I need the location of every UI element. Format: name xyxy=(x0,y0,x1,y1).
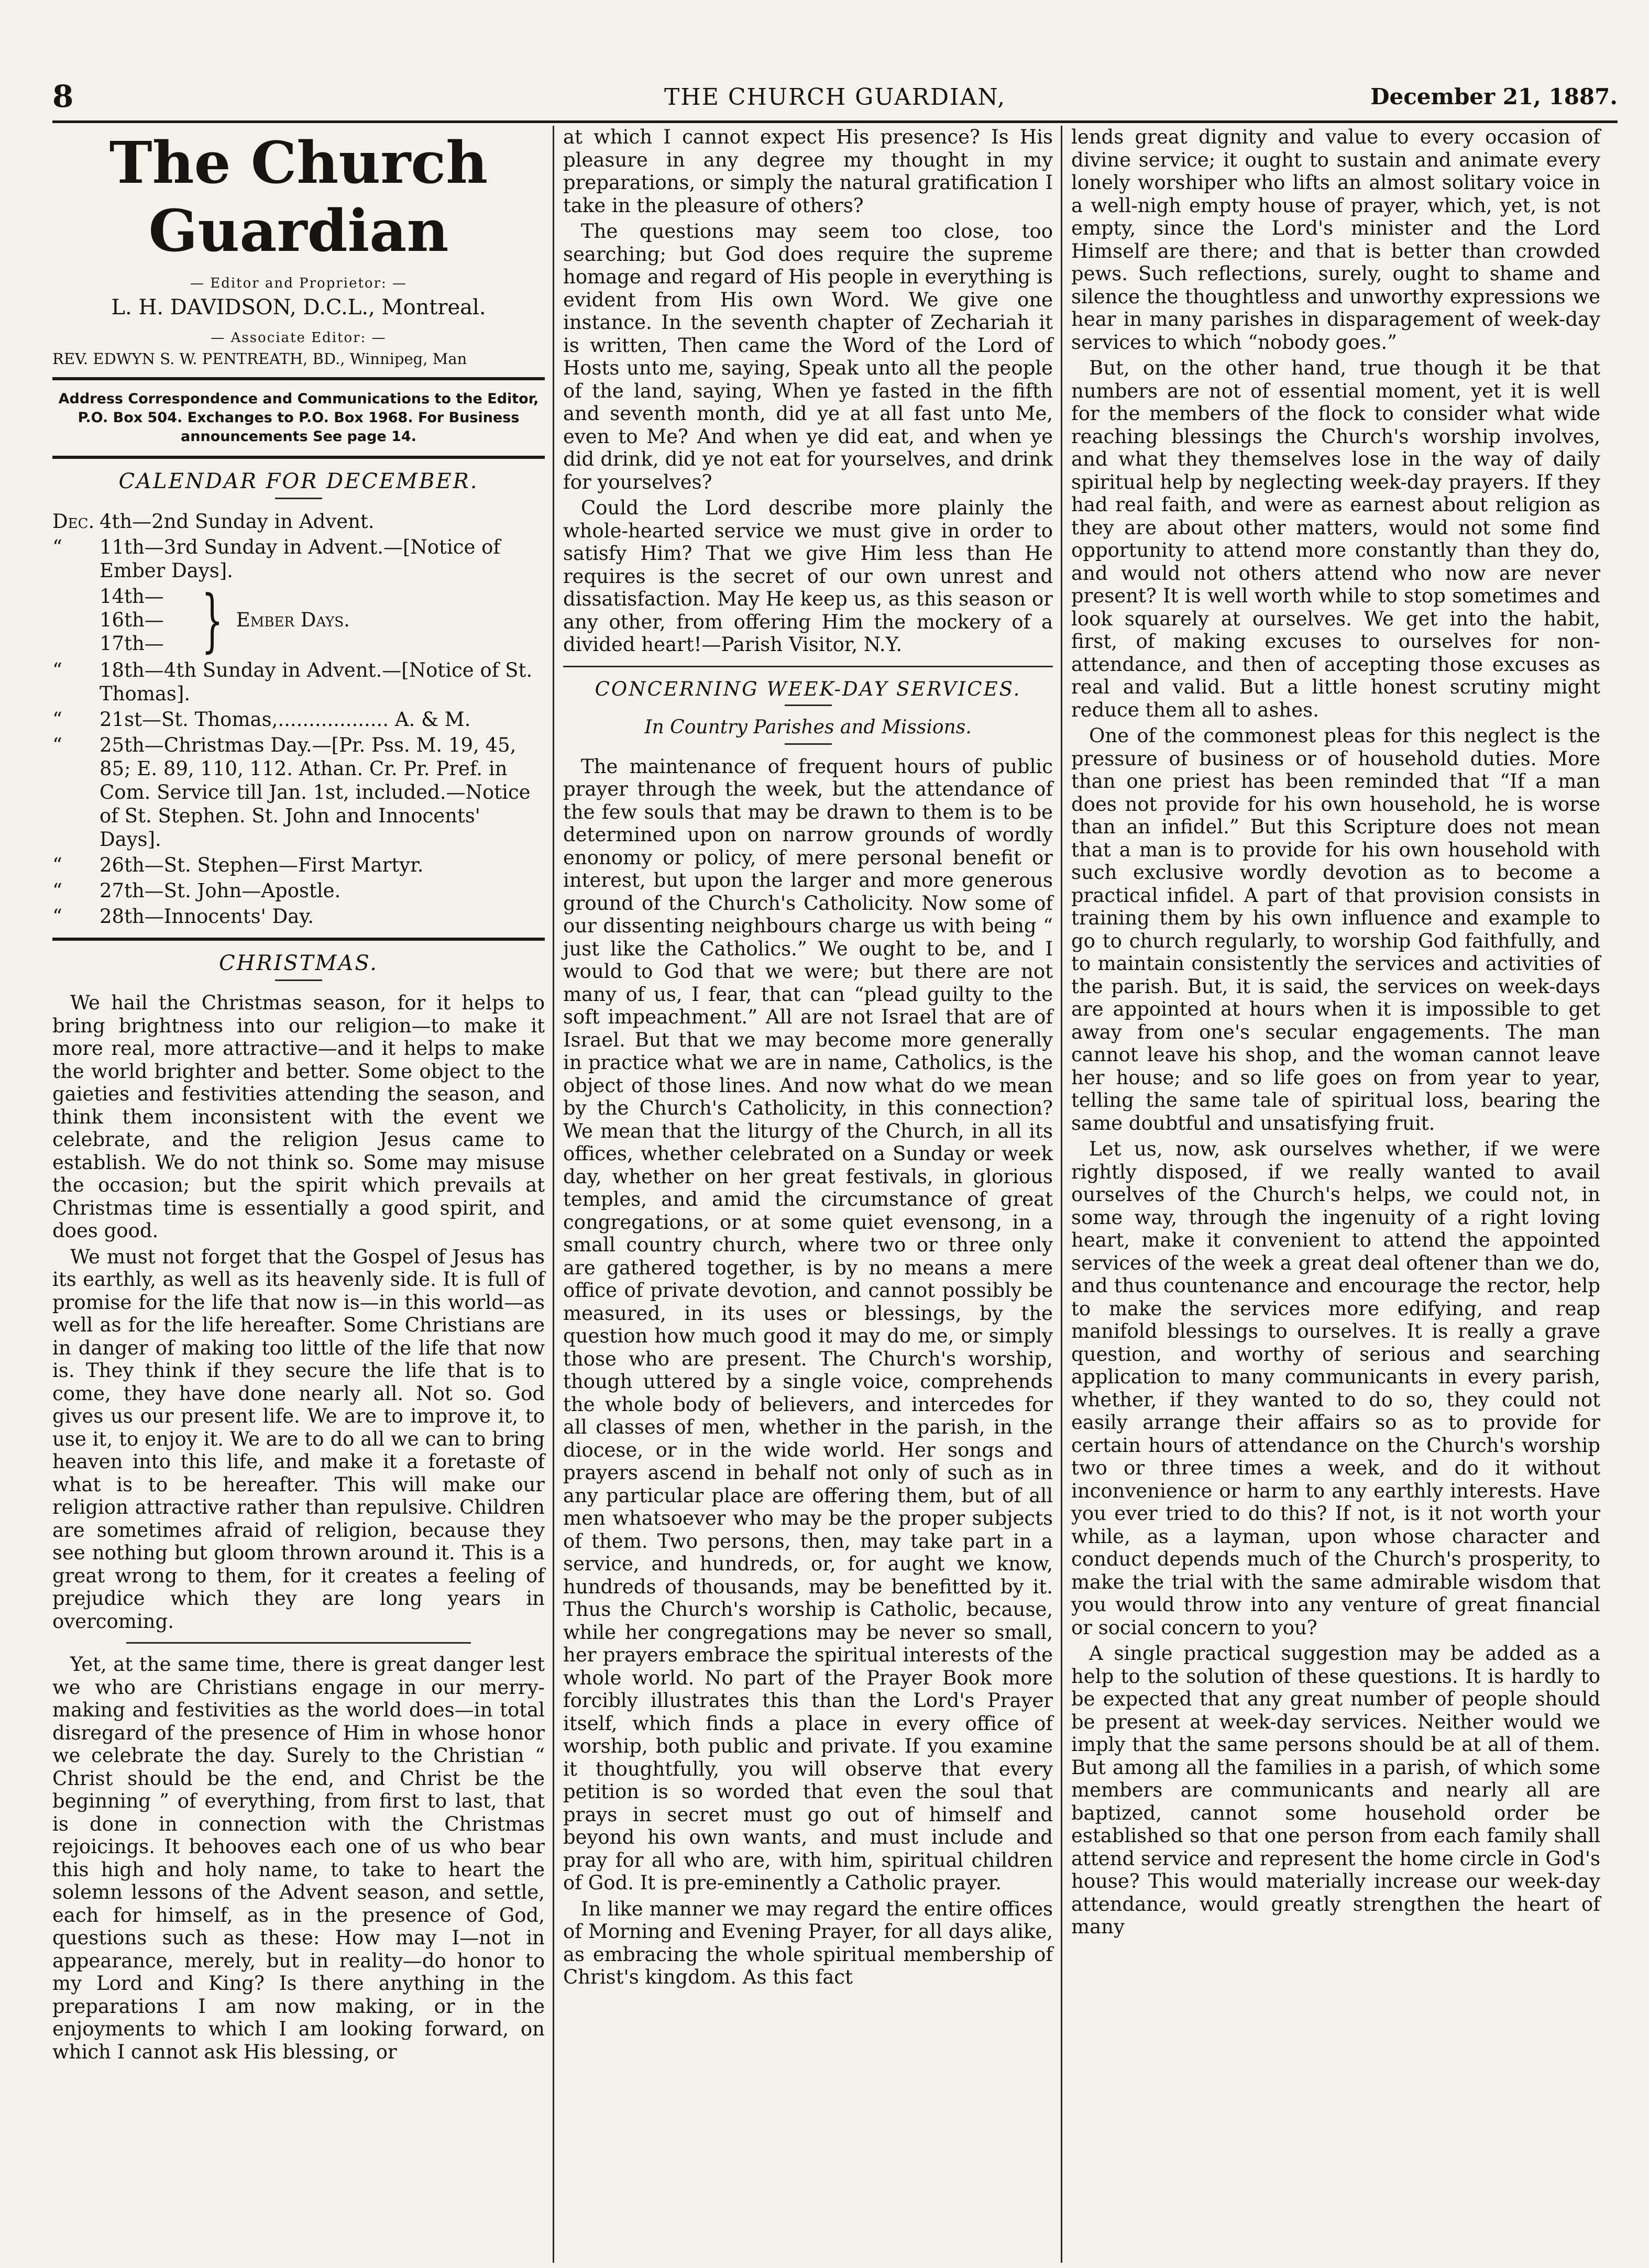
calendar-item: “ 28th—Innocents' Day. xyxy=(52,905,314,928)
brace-icon: } xyxy=(201,580,224,660)
article-paragraph: Could the Lord describe more plainly the whole-hearted service we must give in order to satisfy Him? That we give Him less than He requires is the secret of our own unrest and dissatisfaction. May He keep us, as this season or any other, from offering Him the mockery of a divided heart!—Parish Visitor, N.Y. xyxy=(563,497,1053,656)
article-paragraph: at which I cannot expect His presence? Is His pleasure in any degree my thought in my preparations, or simply the natural gratification I take in the pleasure of others? xyxy=(563,126,1053,217)
christmas-title: CHRISTMAS. xyxy=(218,951,379,975)
divider xyxy=(563,666,1053,667)
divider xyxy=(52,938,545,941)
article-subtitle: In Country Parishes and Missions. xyxy=(644,716,972,738)
ember-day: 17th— xyxy=(100,632,164,655)
article-paragraph: lends great dignity and value to every occasion of divine service; it ought to sustain and animate every lonely worshiper who lifts an almost solitary voice in a well-nigh empty house of prayer, which, yet, is not empty, since the Lord's minister and the Lord Himself are there; and that is better than crowded pews. Such reflections, surely, ought to shame and silence the thoughtless and unworthy expressions we hear in many parishes in disparagement of week-day services to which “nobody goes.” xyxy=(1071,126,1600,354)
article-paragraph: But, on the other hand, true though it be that numbers are not of essential moment, yet it is well for the members of the flock to consider what wide reaching blessings the Church's worship involves, and what they themselves lose in the way of daily spiritual help by neglecting week-day prayers. If they had real faith, and were as earnest about religion as they are about other matters, would not some find opportunity to attend more constantly than they do, and would not others attend who now are never present? It is well worth while to stop sometimes and look squarely at ourselves. We get into the habit, first, of making excuses to ourselves for non-attendance, and then of accepting those excuses as real and valid. But a little honest scrutiny might reduce them all to ashes. xyxy=(1071,357,1600,721)
column-1 xyxy=(52,126,545,2066)
editor-name: L. H. DAVIDSON, D.C.L., Montreal. xyxy=(111,295,486,320)
divider xyxy=(126,1642,471,1644)
article-paragraph: One of the commonest pleas for this neglect is the pressure of business or of household duties. More than one priest has been reminded that “If a man does not provide for his own household, he is worse than an infidel.” But this Scripture does not mean that a man is to provide for his own household with such exclusive wordly devotion as to become a practical infidel. A part of that provision consists in training them by his own influence and example to go to church regularly, to worship God faithfully, and to maintain consistently the services and activities of the parish. But, it is said, the services on week-days are appointed at hours when it is impossible to get away from one's secular engagements. The man cannot leave his shop, and the woman cannot leave her house; and so life goes on from year to year, telling the same tale of spiritual loss, bearing the same doubtful and unsatisfying fruit. xyxy=(1071,724,1600,1135)
calendar-item: “ 21st—St. Thomas,.................. A. & M. xyxy=(52,708,471,731)
issue-date: December 21, 1887. xyxy=(1370,84,1618,109)
calendar-item: “ 27th—St. John—Apostle. xyxy=(52,879,341,902)
column-2 xyxy=(563,126,1053,1992)
page-number: 8 xyxy=(52,79,74,114)
divider xyxy=(785,743,832,745)
page-header xyxy=(52,79,1618,123)
calendar-item: “ 26th—St. Stephen—First Martyr. xyxy=(52,854,424,876)
calendar-item: “ 25th—Christmas Day.—[Pr. Pss. M. 19, 45, 85; E. 89, 110, 112. Athan. Cr. Pr. Pref. in Com. Service till Jan. 1st, included.—Notice of St. Stephen. St. John and Innocents' Days]. xyxy=(52,734,531,851)
article-paragraph: Let us, now, ask ourselves whether, if we were rightly disposed, if we really wanted to avail ourselves of the Church's helps, we could not, in some way, through the ingenuity of a right loving heart, make it convenient to attend the appointed services of the week a great deal oftener than we do, and thus countenance and encourage the rector, help to make the services more edifying, and reap manifold blessings to ourselves. It is really a grave question, and worthy of serious and searching application to many communicants in every parish, whether, if they wanted to do so, they could not easily arrange their affairs so as to provide for certain hours of attendance on the Church's worship two or three times a week, and do it without inconvenience or harm to any earthly interests. Have you ever tried to do this? If not, is it not worth your while, as a layman, upon whose character and conduct depends much of the Church's prosperity, to make the trial with the same admirable wisdom that you would throw into any venture of great financial or social concern to you? xyxy=(1071,1138,1600,1639)
article-paragraph: The maintenance of frequent hours of public prayer through the week, but the attendance of the few souls that may be drawn to them is to be determined upon on narrow grounds of wordly enonomy or policy, of mere personal benefit or interest, but upon the larger and more generous ground of the Church's Catholicity. Now some of our dissenting neighbours charge us with being “ just like the Catholics.” We ought to be, and I would to God that we were; but there are not many of us, I fear, that can “plead guilty to the soft impeachment.” All are not Israel that are of Israel. But that we may become more generally in practice what we are in name, Catholics, is the object of those lines. And now what do we mean by the Church's Catholicity, in this connection? We mean that the liturgy of the Church, in all its offices, whether celebrated on a Sunday or week day, whether on her great festivals, in glorious temples, and amid the circumstance of great congregations, or at some quiet evensong, in a small country church, where two or three only are gathered together, is by no means a mere office of private devotion, and cannot possibly be measured, in its uses or blessings, by the question how much good it may do me, or simply those who are present. The Church's worship, though uttered by a single voice, comprehends the whole body of believers, and intercedes for all classes of men, whether in the parish, in the diocese, or in the wide world. Her songs and prayers ascend in behalf not only of such as in any particular place are offering them, but of all men whatsoever who may be the proper subjects of them. Two persons, then, may take part in a service, and hundreds, or, for aught we know, hundreds of thousands, may be benefitted by it. Thus the Church's worship is Catholic, because, while her congregations may be never so small, her prayers embrace the spiritual interests of the whole world. No part of the Prayer Book more forcibly illustrates this than the Lord's Prayer itself, which finds a place in every office of worship, both public and private. If you examine it thoughtfully, you will observe that every petition is so worded that even the soul that prays in secret must go out of himself and beyond his own wants, and must include and pray for all who are, with him, spiritual children of God. It is pre-eminently a Catholic prayer. xyxy=(563,755,1053,1894)
calendar-title: CALENDAR FOR DECEMBER. xyxy=(118,469,479,493)
calendar-item: “ 11th—3rd Sunday in Advent.—[Notice of Ember Days]. xyxy=(52,536,501,582)
divider xyxy=(785,704,832,706)
ember-day: 14th— xyxy=(100,585,164,608)
editor-label: — Editor and Proprietor: — xyxy=(190,276,408,291)
article-title: CONCERNING WEEK-DAY SERVICES. xyxy=(595,677,1021,700)
calendar-item: “ 18th—4th Sunday in Advent.—[Notice of St. Thomas]. xyxy=(52,659,533,705)
article-paragraph: We hail the Christmas season, for it helps to bring brightness into our religion—to make it more real, more attractive—and it helps to make the world brighter and better. Some object to the gaieties and festivities attending the season, and think them inconsistent with the event we celebrate, and the religion Jesus came to establish. We do not think so. Some may misuse the occasion; but the spirit which prevails at Christmas time is essentially a good spirit, and does good. xyxy=(52,992,545,1242)
associate-editor: REV. EDWYN S. W. PENTREATH, BD., Winnipeg, Man xyxy=(52,350,467,368)
article-paragraph: A single practical suggestion may be added as a help to the solution of these questions. It is hardly to be expected that any great number of people should be present at week-day services. Neither would we imply that the same persons should be at all of them. But among all the families in a parish, of which some members are communicants and nearly all are baptized, cannot some household order be established so that one person from each family shall attend service and represent the home circle in God's house? This would materially increase our week-day attendance, would greatly strengthen the heart of many xyxy=(1071,1642,1600,1938)
masthead-title: The Church Guardian xyxy=(109,129,488,265)
calendar-list xyxy=(52,510,545,928)
article-paragraph: The questions may seem too close, too searching; but God does require the supreme homage and regard of His people in everything is evident from His own Word. We give one instance. In the seventh chapter of Zechariah it is written, Then came the Word of the Lord of Hosts unto me, saying, Speak unto all the people of the land, saying, When ye fasted in the fifth and seventh month, did ye at all fast unto Me, even to Me? And when ye did eat, and when ye did drink, did ye not eat for yourselves, and drink for yourselves? xyxy=(563,220,1053,493)
running-title: THE CHURCH GUARDIAN, xyxy=(664,84,1006,111)
column-divider xyxy=(553,126,554,2263)
associate-label: — Associate Editor: — xyxy=(211,330,387,346)
column-divider xyxy=(1061,126,1062,2263)
column-3 xyxy=(1071,126,1600,1942)
ember-day: 16th— xyxy=(100,609,164,631)
article-paragraph: We must not forget that the Gospel of Jesus has its earthly, as well as its heavenly side. It is full of promise for the life that now is—in this world—as well as for the life hereafter. Some Christians are in danger of making too little of the life that now is. They think if they secure the life that is to come, they have done nearly all. Not so. God gives us our present life. We are to improve it, to use it, to enjoy it. We are to do all we can to bring heaven into this life, and make it a foretaste of what is to be hereafter. This will make our religion attractive rather than repulsive. Children are sometimes afraid of religion, because they see nothing but gloom thrown around it. This is a great wrong to them, for it creates a feeling of prejudice which they are long years in overcoming. xyxy=(52,1245,545,1633)
article-paragraph: In like manner we may regard the entire offices of Morning and Evening Prayer, for all days alike, as embracing the whole spiritual membership of Christ's kingdom. As this fact xyxy=(563,1897,1053,1988)
ember-days xyxy=(52,580,545,660)
article-paragraph: Yet, at the same time, there is great danger lest we who are Christians engage in our merry-making and festivities as the world does—in total disregard of the presence of Him in whose honor we celebrate the day. Surely to the Christian “ Christ should be the end, and Christ be the beginning ” of everything, from first to last, that is done in connection with the Christmas rejoicings. It behooves each one of us who bear this high and holy name, to take to heart the solemn lessons of the Advent season, and settle, each for himself, as in the presence of God, questions such as these: How may I—not in appearance, merely, but in reality—do honor to my Lord and King? Is there anything in the preparations I am now making, or in the enjoyments to which I am looking forward, on which I cannot ask His blessing, or xyxy=(52,1653,545,2063)
divider xyxy=(275,498,322,499)
ember-label: Ember Days. xyxy=(236,609,350,631)
divider xyxy=(52,456,545,459)
calendar-item: Dec. 4th—2nd Sunday in Advent. xyxy=(52,510,375,533)
divider xyxy=(275,979,322,981)
divider xyxy=(52,377,545,380)
address-notice: Address Correspondence and Communications to the Editor, P.O. Box 504. Exchanges to P.O. Box 1968. For Business announcements See page 14. xyxy=(58,391,539,445)
